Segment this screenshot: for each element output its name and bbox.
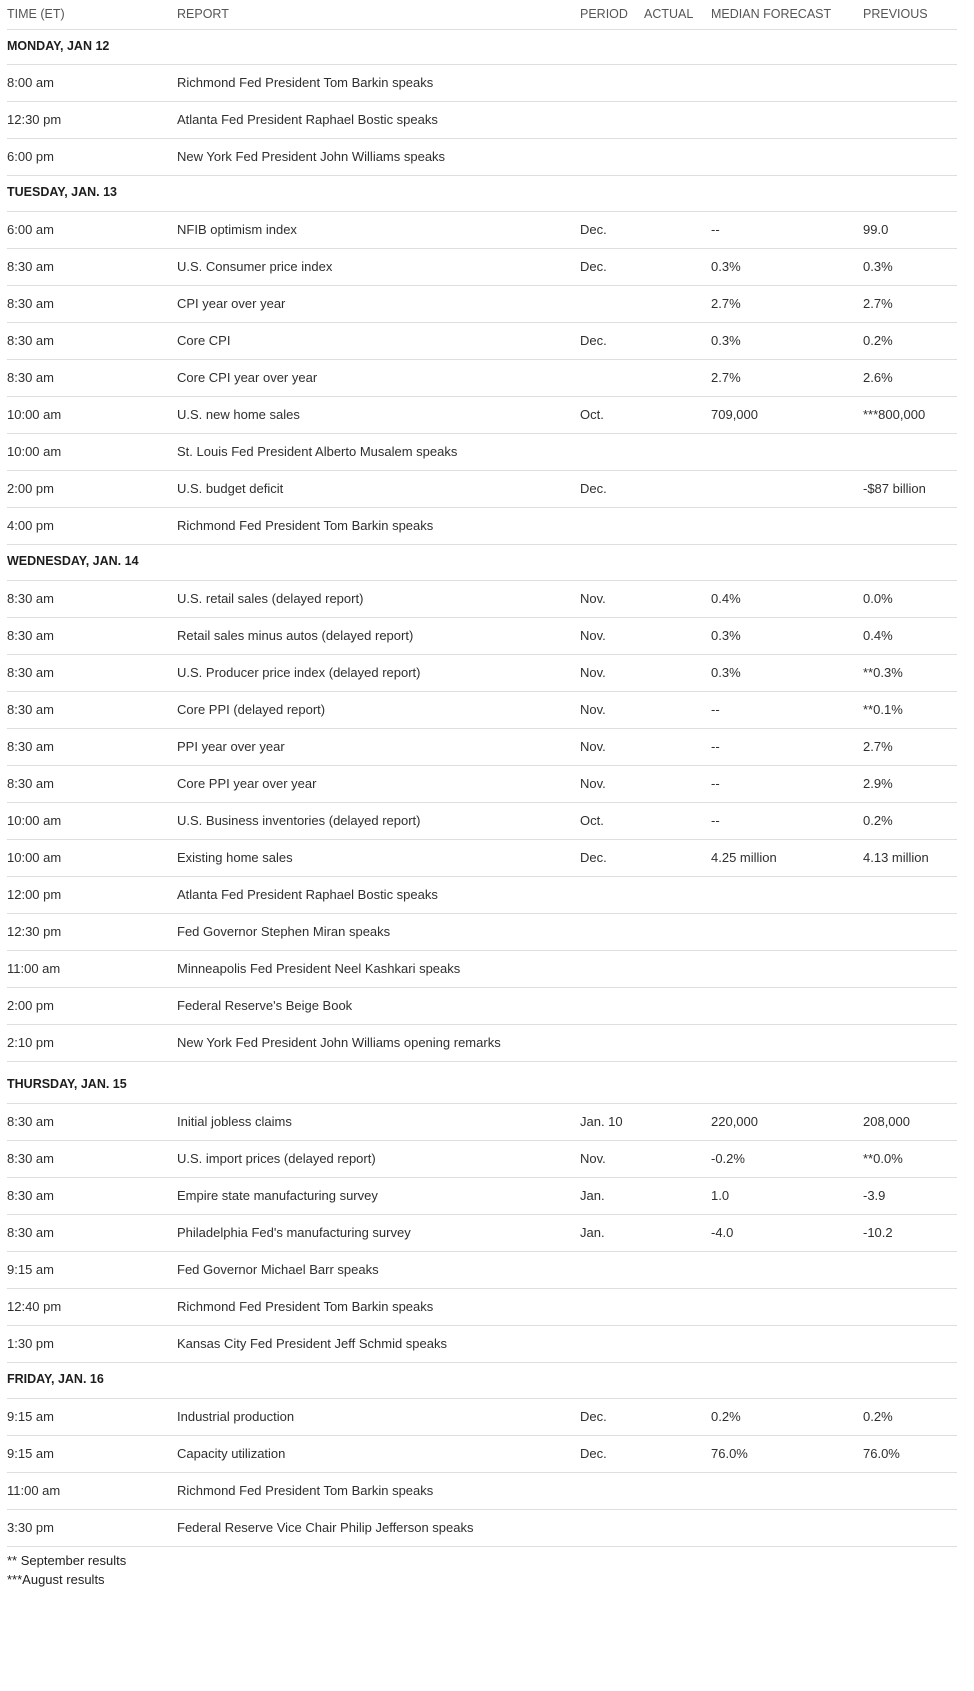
time-cell: 12:30 pm [7, 924, 62, 939]
time-cell: 10:00 am [7, 850, 62, 865]
time-cell: 12:40 pm [7, 1299, 62, 1314]
time-cell: 8:30 am [7, 296, 54, 311]
table-row [7, 1178, 957, 1215]
table-row [7, 951, 957, 988]
report-cell: Richmond Fed President Tom Barkin speaks [177, 518, 434, 533]
day-label: MONDAY, JAN 12 [7, 39, 110, 53]
report-cell: Federal Reserve Vice Chair Philip Jefferson speaks [177, 1520, 474, 1535]
previous-cell: 4.13 million [863, 850, 929, 865]
time-cell: 10:00 am [7, 444, 62, 459]
table-row [7, 1326, 957, 1363]
table-body [7, 30, 957, 1547]
report-cell: NFIB optimism index [177, 222, 297, 237]
median-forecast-cell: 0.2% [711, 1409, 741, 1424]
table-row [7, 397, 957, 434]
table-row [7, 1104, 957, 1141]
median-forecast-cell: -4.0 [711, 1225, 734, 1240]
report-cell: Fed Governor Stephen Miran speaks [177, 924, 391, 939]
table-row [7, 1510, 957, 1547]
table-row [7, 249, 957, 286]
report-cell: Federal Reserve's Beige Book [177, 998, 353, 1013]
time-cell: 4:00 pm [7, 518, 54, 533]
time-cell: 8:30 am [7, 739, 54, 754]
previous-cell: -3.9 [863, 1188, 886, 1203]
period-cell: Dec. [580, 1446, 607, 1461]
report-cell: Kansas City Fed President Jeff Schmid speaks [177, 1336, 447, 1351]
period-cell: Dec. [580, 333, 607, 348]
day-header-row [7, 176, 957, 212]
previous-cell: 0.0% [863, 591, 893, 606]
table-row [7, 139, 957, 176]
previous-cell: ***800,000 [863, 407, 926, 422]
table-row [7, 655, 957, 692]
time-cell: 8:30 am [7, 702, 54, 717]
footnote: ** September results [7, 1553, 127, 1568]
day-header-row [7, 1363, 957, 1399]
previous-cell: 2.7% [863, 739, 893, 754]
previous-cell: -$87 billion [863, 481, 926, 496]
median-forecast-cell: 0.3% [711, 628, 741, 643]
median-forecast-cell: 2.7% [711, 296, 741, 311]
median-forecast-cell: 0.3% [711, 665, 741, 680]
median-forecast-cell: 1.0 [711, 1188, 730, 1203]
previous-cell: -10.2 [863, 1225, 893, 1240]
report-cell: Capacity utilization [177, 1446, 286, 1461]
time-cell: 11:00 am [7, 961, 61, 976]
median-forecast-cell: 709,000 [711, 407, 758, 422]
time-cell: 10:00 am [7, 407, 62, 422]
period-cell: Nov. [580, 702, 606, 717]
time-cell: 8:30 am [7, 1151, 54, 1166]
time-cell: 8:30 am [7, 259, 54, 274]
period-cell: Oct. [580, 813, 604, 828]
column-header-median-forecast: MEDIAN FORECAST [711, 7, 832, 21]
previous-cell: 2.6% [863, 370, 893, 385]
table-row [7, 988, 957, 1025]
table-row [7, 65, 957, 102]
table-row [7, 434, 957, 471]
period-cell: Nov. [580, 591, 606, 606]
table-header-row [7, 0, 957, 30]
period-cell: Nov. [580, 739, 606, 754]
period-cell: Nov. [580, 776, 606, 791]
time-cell: 9:15 am [7, 1409, 54, 1424]
table-row [7, 729, 957, 766]
report-cell: Atlanta Fed President Raphael Bostic speaks [177, 112, 438, 127]
previous-cell: 76.0% [863, 1446, 900, 1461]
period-cell: Dec. [580, 481, 607, 496]
report-cell: Minneapolis Fed President Neel Kashkari speaks [177, 961, 461, 976]
period-cell: Oct. [580, 407, 604, 422]
report-cell: U.S. Business inventories (delayed report) [177, 813, 421, 828]
table-row [7, 1215, 957, 1252]
median-forecast-cell: -- [711, 222, 720, 237]
time-cell: 8:30 am [7, 1225, 54, 1240]
column-header-time: TIME (ET) [7, 7, 65, 21]
report-cell: U.S. retail sales (delayed report) [177, 591, 364, 606]
time-cell: 9:15 am [7, 1446, 54, 1461]
previous-cell: 2.7% [863, 296, 893, 311]
previous-cell: 0.2% [863, 813, 893, 828]
period-cell: Jan. [580, 1225, 605, 1240]
time-cell: 12:30 pm [7, 112, 62, 127]
median-forecast-cell: 220,000 [711, 1114, 758, 1129]
report-cell: New York Fed President John Williams speaks [177, 149, 446, 164]
table-row [7, 360, 957, 397]
table-row [7, 1289, 957, 1326]
report-cell: Richmond Fed President Tom Barkin speaks [177, 1483, 434, 1498]
time-cell: 8:30 am [7, 333, 54, 348]
day-header-row [7, 1062, 957, 1104]
table-row [7, 803, 957, 840]
time-cell: 8:30 am [7, 1188, 54, 1203]
table-row [7, 692, 957, 729]
footnotes [0, 1547, 974, 1589]
day-label: WEDNESDAY, JAN. 14 [7, 554, 139, 568]
period-cell: Nov. [580, 665, 606, 680]
report-cell: Core PPI year over year [177, 776, 317, 791]
report-cell: Richmond Fed President Tom Barkin speaks [177, 75, 434, 90]
period-cell: Dec. [580, 850, 607, 865]
median-forecast-cell: 76.0% [711, 1446, 748, 1461]
period-cell: Nov. [580, 1151, 606, 1166]
report-cell: Atlanta Fed President Raphael Bostic speaks [177, 887, 438, 902]
table-row [7, 914, 957, 951]
report-cell: Core PPI (delayed report) [177, 702, 326, 717]
time-cell: 8:30 am [7, 1114, 54, 1129]
table-row [7, 1399, 957, 1436]
median-forecast-cell: 2.7% [711, 370, 741, 385]
day-header-row [7, 30, 957, 65]
report-cell: Richmond Fed President Tom Barkin speaks [177, 1299, 434, 1314]
table-row [7, 1436, 957, 1473]
time-cell: 2:00 pm [7, 998, 54, 1013]
table-row [7, 212, 957, 249]
time-cell: 12:00 pm [7, 887, 62, 902]
report-cell: Existing home sales [177, 850, 293, 865]
day-label: TUESDAY, JAN. 13 [7, 185, 117, 199]
column-header-report: REPORT [177, 7, 229, 21]
column-header-actual: ACTUAL [644, 7, 694, 21]
time-cell: 8:30 am [7, 665, 54, 680]
report-cell: CPI year over year [177, 296, 286, 311]
time-cell: 11:00 am [7, 1483, 61, 1498]
time-cell: 3:30 pm [7, 1520, 54, 1535]
time-cell: 8:30 am [7, 776, 54, 791]
report-cell: Empire state manufacturing survey [177, 1188, 378, 1203]
previous-cell: **0.3% [863, 665, 903, 680]
time-cell: 2:00 pm [7, 481, 54, 496]
time-cell: 9:15 am [7, 1262, 54, 1277]
table-row [7, 286, 957, 323]
column-header-period: PERIOD [580, 7, 628, 21]
table-row [7, 1252, 957, 1289]
median-forecast-cell: 0.3% [711, 333, 741, 348]
report-cell: U.S. new home sales [177, 407, 300, 422]
previous-cell: 0.2% [863, 1409, 893, 1424]
day-label: THURSDAY, JAN. 15 [7, 1077, 127, 1091]
column-header-previous: PREVIOUS [863, 7, 928, 21]
report-cell: Industrial production [177, 1409, 295, 1424]
report-cell: Retail sales minus autos (delayed report) [177, 628, 414, 643]
report-cell: St. Louis Fed President Alberto Musalem speaks [177, 444, 458, 459]
report-cell: Philadelphia Fed's manufacturing survey [177, 1225, 411, 1240]
period-cell: Dec. [580, 1409, 607, 1424]
report-cell: Core CPI [177, 333, 231, 348]
report-cell: U.S. Consumer price index [177, 259, 333, 274]
previous-cell: 2.9% [863, 776, 893, 791]
previous-cell: **0.1% [863, 702, 903, 717]
report-cell: U.S. budget deficit [177, 481, 284, 496]
report-cell: Initial jobless claims [177, 1114, 292, 1129]
time-cell: 2:10 pm [7, 1035, 54, 1050]
median-forecast-cell: -- [711, 739, 720, 754]
period-cell: Dec. [580, 222, 607, 237]
period-cell: Jan. [580, 1188, 605, 1203]
report-cell: Fed Governor Michael Barr speaks [177, 1262, 379, 1277]
table-row [7, 766, 957, 803]
previous-cell: 99.0 [863, 222, 889, 237]
period-cell: Jan. 10 [580, 1114, 623, 1129]
time-cell: 8:00 am [7, 75, 54, 90]
report-cell: Core CPI year over year [177, 370, 318, 385]
table-row [7, 508, 957, 545]
median-forecast-cell: 4.25 million [711, 850, 777, 865]
report-cell: New York Fed President John Williams opening remarks [177, 1035, 501, 1050]
report-cell: U.S. import prices (delayed report) [177, 1151, 376, 1166]
day-header-row [7, 545, 957, 581]
table-row [7, 1025, 957, 1062]
time-cell: 1:30 pm [7, 1336, 54, 1351]
median-forecast-cell: -- [711, 776, 720, 791]
report-cell: U.S. Producer price index (delayed report) [177, 665, 421, 680]
previous-cell: 208,000 [863, 1114, 910, 1129]
table-row [7, 1141, 957, 1178]
table-row [7, 877, 957, 914]
day-label: FRIDAY, JAN. 16 [7, 1372, 104, 1386]
table-row [7, 1473, 957, 1510]
time-cell: 10:00 am [7, 813, 62, 828]
table-row [7, 102, 957, 139]
median-forecast-cell: 0.3% [711, 259, 741, 274]
time-cell: 8:30 am [7, 628, 54, 643]
previous-cell: 0.4% [863, 628, 893, 643]
table-row [7, 471, 957, 508]
previous-cell: 0.3% [863, 259, 893, 274]
period-cell: Nov. [580, 628, 606, 643]
previous-cell: 0.2% [863, 333, 893, 348]
table-row [7, 581, 957, 618]
report-cell: PPI year over year [177, 739, 285, 754]
footnote: ***August results [7, 1572, 105, 1587]
median-forecast-cell: 0.4% [711, 591, 741, 606]
table-row [7, 323, 957, 360]
previous-cell: **0.0% [863, 1151, 903, 1166]
median-forecast-cell: -- [711, 702, 720, 717]
time-cell: 8:30 am [7, 591, 54, 606]
median-forecast-cell: -0.2% [711, 1151, 745, 1166]
median-forecast-cell: -- [711, 813, 720, 828]
period-cell: Dec. [580, 259, 607, 274]
time-cell: 8:30 am [7, 370, 54, 385]
time-cell: 6:00 am [7, 222, 54, 237]
time-cell: 6:00 pm [7, 149, 54, 164]
table-row [7, 840, 957, 877]
table-row [7, 618, 957, 655]
